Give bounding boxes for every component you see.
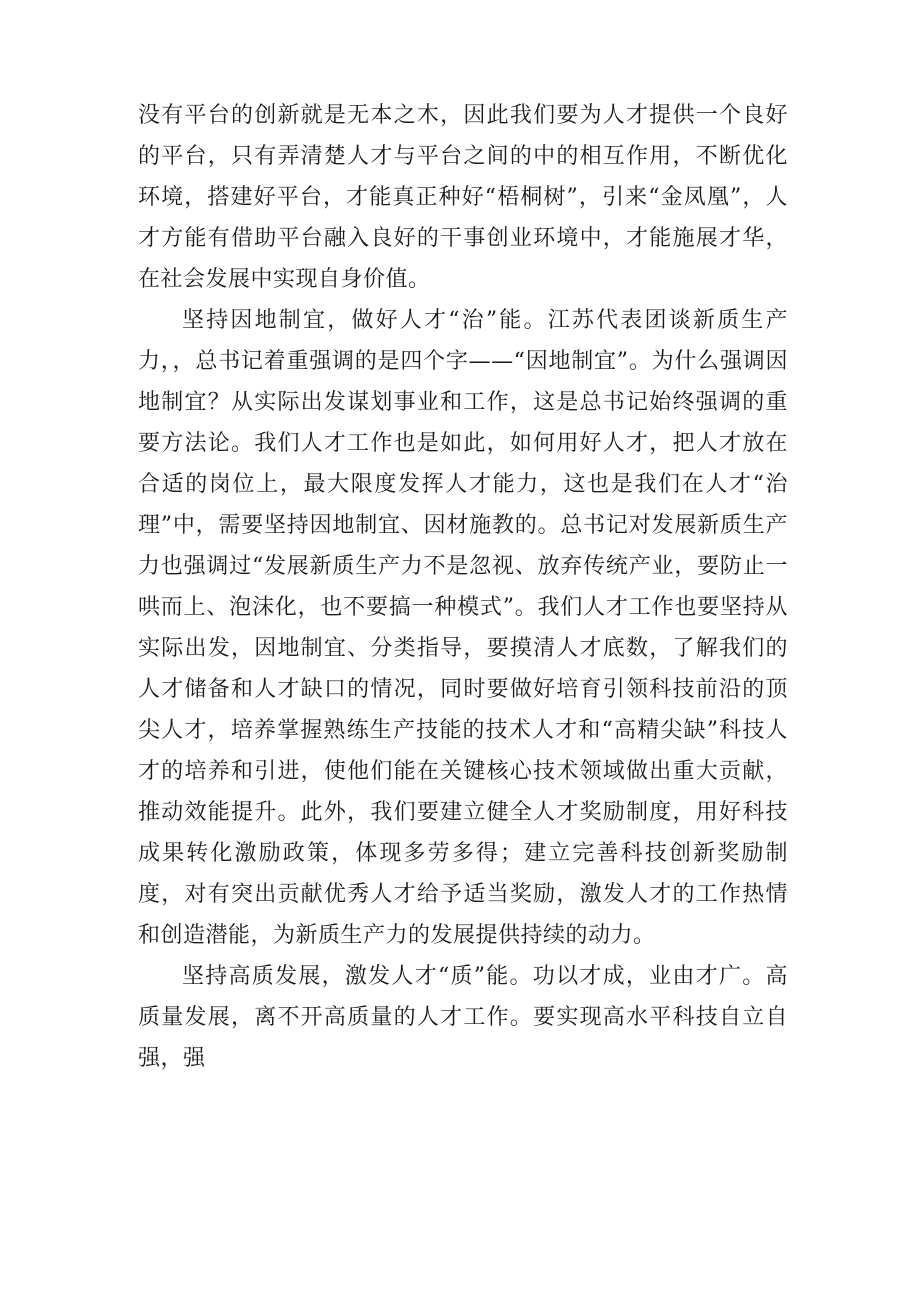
paragraph-high-quality: 坚持高质发展，激发人才“质”能。功以才成，业由才广。高质量发展，离不开高质量的人才工作。要实现高水平科技自立自强，强	[138, 964, 788, 1071]
paragraph-platform: 没有平台的创新就是无本之木，因此我们要为人才提供一个良好的平台，只有弄清楚人才与平台之间的中的相互作用，不断优化环境，搭建好平台，才能真正种好“梧桐树”，引来“金凤凰”，人才方能有借助平台融入良好的干事创业环境中，才能施展才华，在社会发展中实现自身价值。	[138, 103, 788, 292]
paragraph-local-conditions: 坚持因地制宜，做好人才“治”能。江苏代表团谈新质生产力，，总书记着重强调的是四个字——“因地制宜”。为什么强调因地制宜？从实际出发谋划事业和工作，这是总书记始终强调的重要方法论。我们人才工作也是如此，如何用好人才，把人才放在合适的岗位上，最大限度发挥人才能力，这也是我们在人才“治理”中，需要坚持因地制宜、因材施教的。总书记对发展新质生产力也强调过“发展新质生产力不是忽视、放弃传统产业，要防止一哄而上、泡沫化，也不要搞一种模式”。我们人才工作也要坚持从实际出发，因地制宜、分类指导，要摸清人才底数，了解我们的人才储备和人才缺口的情况，同时要做好培育引领科技前沿的顶尖人才，培养掌握熟练生产技能的技术人才和“高精尖缺”科技人才的培养和引进，使他们能在关键核心技术领域做出重大贡献，推动效能提升。此外，我们要建立健全人才奖励制度，用好科技成果转化激励政策，体现多劳多得；建立完善科技创新奖励制度，对有突出贡献优秀人才给予适当奖励，激发人才的工作热情和创造潜能，为新质生产力的发展提供持续的动力。	[138, 308, 788, 948]
body-text	[138, 95, 788, 1079]
